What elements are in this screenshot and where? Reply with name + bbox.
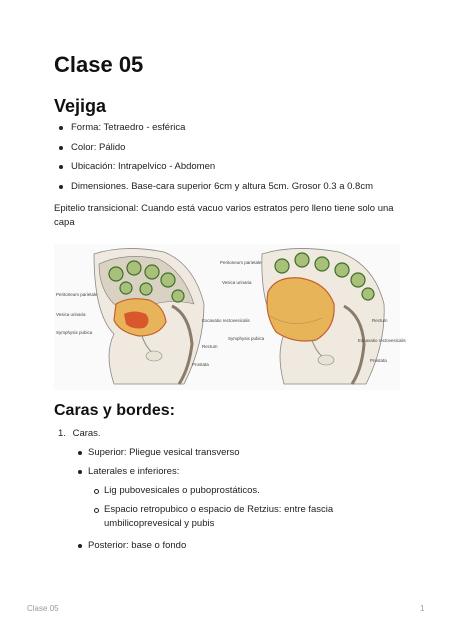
right-label-rectum: Rectum (372, 318, 388, 323)
bullet-color: Color: Pálido (54, 142, 373, 162)
left-label-vesica: Vesica urinaria (56, 312, 86, 317)
bullet-dot (78, 470, 82, 474)
footer-title: Clase 05 (27, 604, 59, 613)
numbered-item-caras (58, 428, 101, 439)
left-label-peritoneum: Peritoneum parietale (56, 292, 98, 297)
nested-bullet-circle (94, 489, 99, 494)
item-number: 1. (58, 428, 66, 439)
right-label-vesica: Vesica urinaria (222, 280, 252, 285)
epitelio-paragraph: Epitelio transicional: Cuando está vacuo varios estratos pero lleno tiene solo una capa (54, 203, 394, 228)
nested-bullet-circle (94, 508, 99, 513)
left-label-symphysis: Symphysis pubica (56, 330, 93, 335)
nested-item-retzius: Espacio retropubico o espacio de Retzius: entre fascia umbilicoprevesical y pubis (104, 504, 334, 529)
right-label-prostata: Prostata (370, 358, 387, 363)
bullet-dot (78, 544, 82, 548)
nested-item-ligamentos: Lig pubovesicales o puboprostáticos. (104, 485, 260, 496)
bullet-forma: Forma: Tetraedro - esférica (54, 122, 373, 142)
sub-item-posterior: Posterior: base o fondo (88, 540, 187, 551)
right-label-excavatio: Excavatio rectovesicalis (358, 338, 406, 343)
sub-item-laterales: Laterales e inferiores: (88, 466, 180, 477)
section-heading-vejiga: Vejiga (54, 96, 107, 116)
bullet-ubicacion: Ubicación: Intrapelvico - Abdomen (54, 161, 373, 181)
left-label-excavatio: Excavatio rectovesicalis (202, 318, 250, 323)
left-pelvis-drawing (94, 248, 204, 384)
sub-item-superior: Superior: Pliegue vesical transverso (88, 447, 240, 458)
bullet-dimensiones: Dimensiones. Base-cara superior 6cm y altura 5cm. Grosor 0.3 a 0.8cm (54, 181, 373, 201)
page-title: Clase 05 (54, 52, 144, 77)
left-label-prostata: Prostata (192, 362, 209, 367)
left-label-rectum: Rectum (202, 344, 218, 349)
page-number: 1 (420, 604, 425, 613)
bladder-anatomy-figure (54, 244, 406, 390)
section-heading-caras-y-bordes: Caras y bordes: (54, 402, 175, 419)
right-label-peritoneum: Peritoneum parietale (220, 260, 262, 265)
right-label-symphysis: Symphysis pubica (228, 336, 265, 341)
vejiga-bullet-list (54, 122, 373, 200)
bladder-illustration (54, 244, 406, 390)
bullet-dot (78, 451, 82, 455)
item-label: Caras. (72, 428, 101, 439)
right-pelvis-drawing (262, 248, 384, 384)
